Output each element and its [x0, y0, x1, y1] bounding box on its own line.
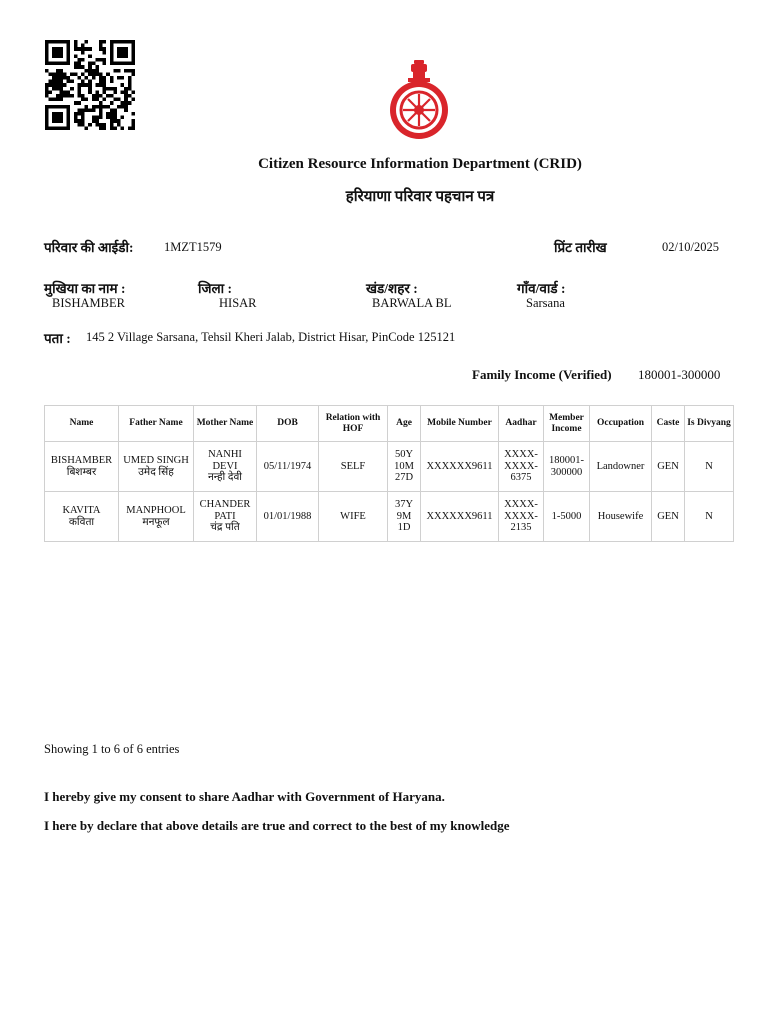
table-row: [45, 442, 734, 492]
member-income-cell: 1-5000: [544, 492, 590, 542]
father-name: MANPHOOL: [126, 504, 186, 516]
member-name-cell: [45, 442, 119, 492]
column-header: Member Income: [544, 406, 590, 442]
mother-name: NANHI DEVI: [208, 449, 242, 472]
member-name-hindi: कविता: [68, 516, 95, 528]
declaration-text: I here by declare that above details are true and correct to the best of my knowledge: [44, 818, 510, 833]
member-name: BISHAMBER: [50, 454, 113, 466]
mother-name-cell: [194, 442, 257, 492]
aadhar-cell: XXXX-XXXX-6375: [499, 442, 544, 492]
column-header: DOB: [257, 406, 319, 442]
father-name-cell: [119, 492, 194, 542]
print-date-label: प्रिंट तारीख: [554, 240, 607, 255]
family-id-value: 1MZT1579: [164, 240, 222, 254]
column-header: Name: [45, 406, 119, 442]
column-header: Caste: [652, 406, 685, 442]
caste-cell: GEN: [652, 492, 685, 542]
occupation-cell: Landowner: [590, 442, 652, 492]
dob-cell: 01/01/1988: [257, 492, 319, 542]
block-label: खंड/शहर :: [366, 281, 418, 296]
mobile-cell: XXXXXX9611: [421, 442, 499, 492]
member-income-cell: 180001-300000: [544, 442, 590, 492]
column-header: Mother Name: [194, 406, 257, 442]
column-header: Is Divyang: [685, 406, 734, 442]
mother-name-cell: [194, 492, 257, 542]
aadhar-consent-text: I hereby give my consent to share Aadhar with Government of Haryana.: [44, 789, 445, 804]
village-value: Sarsana: [526, 296, 565, 310]
father-name-hindi: मनफूल: [142, 516, 170, 528]
family-id-label: परिवार की आईडी:: [44, 240, 134, 255]
age-cell: 37Y 9M 1D: [388, 492, 421, 542]
dob-cell: 05/11/1974: [257, 442, 319, 492]
district-label: जिला :: [198, 281, 233, 296]
district-value: HISAR: [219, 296, 257, 310]
column-header: Occupation: [590, 406, 652, 442]
column-header: Age: [388, 406, 421, 442]
qr-code-icon: [43, 40, 137, 130]
mother-name-hindi: चंद्र पति: [210, 522, 240, 534]
family-income-value: 180001-300000: [638, 367, 721, 382]
address-label: पता :: [44, 331, 71, 346]
father-name: UMED SINGH: [123, 454, 189, 466]
relation-cell: SELF: [319, 442, 388, 492]
column-header: Father Name: [119, 406, 194, 442]
block-value: BARWALA BL: [372, 296, 452, 310]
member-name-cell: [45, 492, 119, 542]
relation-cell: WIFE: [319, 492, 388, 542]
member-name: KAVITA: [62, 504, 101, 516]
divyang-cell: N: [685, 442, 734, 492]
print-date-value: 02/10/2025: [662, 240, 719, 254]
aadhar-cell: XXXX-XXXX-2135: [499, 492, 544, 542]
head-name-label: मुखिया का नाम :: [44, 281, 126, 296]
father-name-hindi: उमेद सिंह: [138, 466, 174, 478]
document-subtitle: हरियाणा परिवार पहचान पत्र: [345, 189, 495, 205]
mobile-cell: XXXXXX9611: [421, 492, 499, 542]
column-header: Relation with HOF: [319, 406, 388, 442]
father-name-cell: [119, 442, 194, 492]
mother-name-hindi: नन्ही देवी: [207, 472, 243, 484]
village-label: गाँव/वार्ड :: [517, 281, 566, 296]
caste-cell: GEN: [652, 442, 685, 492]
haryana-emblem-icon: [386, 58, 452, 140]
head-name-value: BISHAMBER: [52, 296, 125, 310]
mother-name: CHANDER PATI: [199, 499, 251, 522]
member-name-hindi: बिशम्बर: [66, 466, 97, 478]
address-value: 145 2 Village Sarsana, Tehsil Kheri Jalab, District Hisar, PinCode 125121: [86, 330, 456, 344]
column-header: Aadhar: [499, 406, 544, 442]
age-cell: 50Y 10M 27D: [388, 442, 421, 492]
family-income-label: Family Income (Verified): [472, 367, 612, 382]
occupation-cell: Housewife: [590, 492, 652, 542]
document-title: Citizen Resource Information Department (CRID): [258, 156, 582, 172]
column-header: Mobile Number: [421, 406, 499, 442]
entries-summary: Showing 1 to 6 of 6 entries: [44, 742, 180, 756]
table-row: [45, 492, 734, 542]
divyang-cell: N: [685, 492, 734, 542]
table-header-row: [45, 406, 734, 442]
family-members-table: [44, 405, 734, 542]
